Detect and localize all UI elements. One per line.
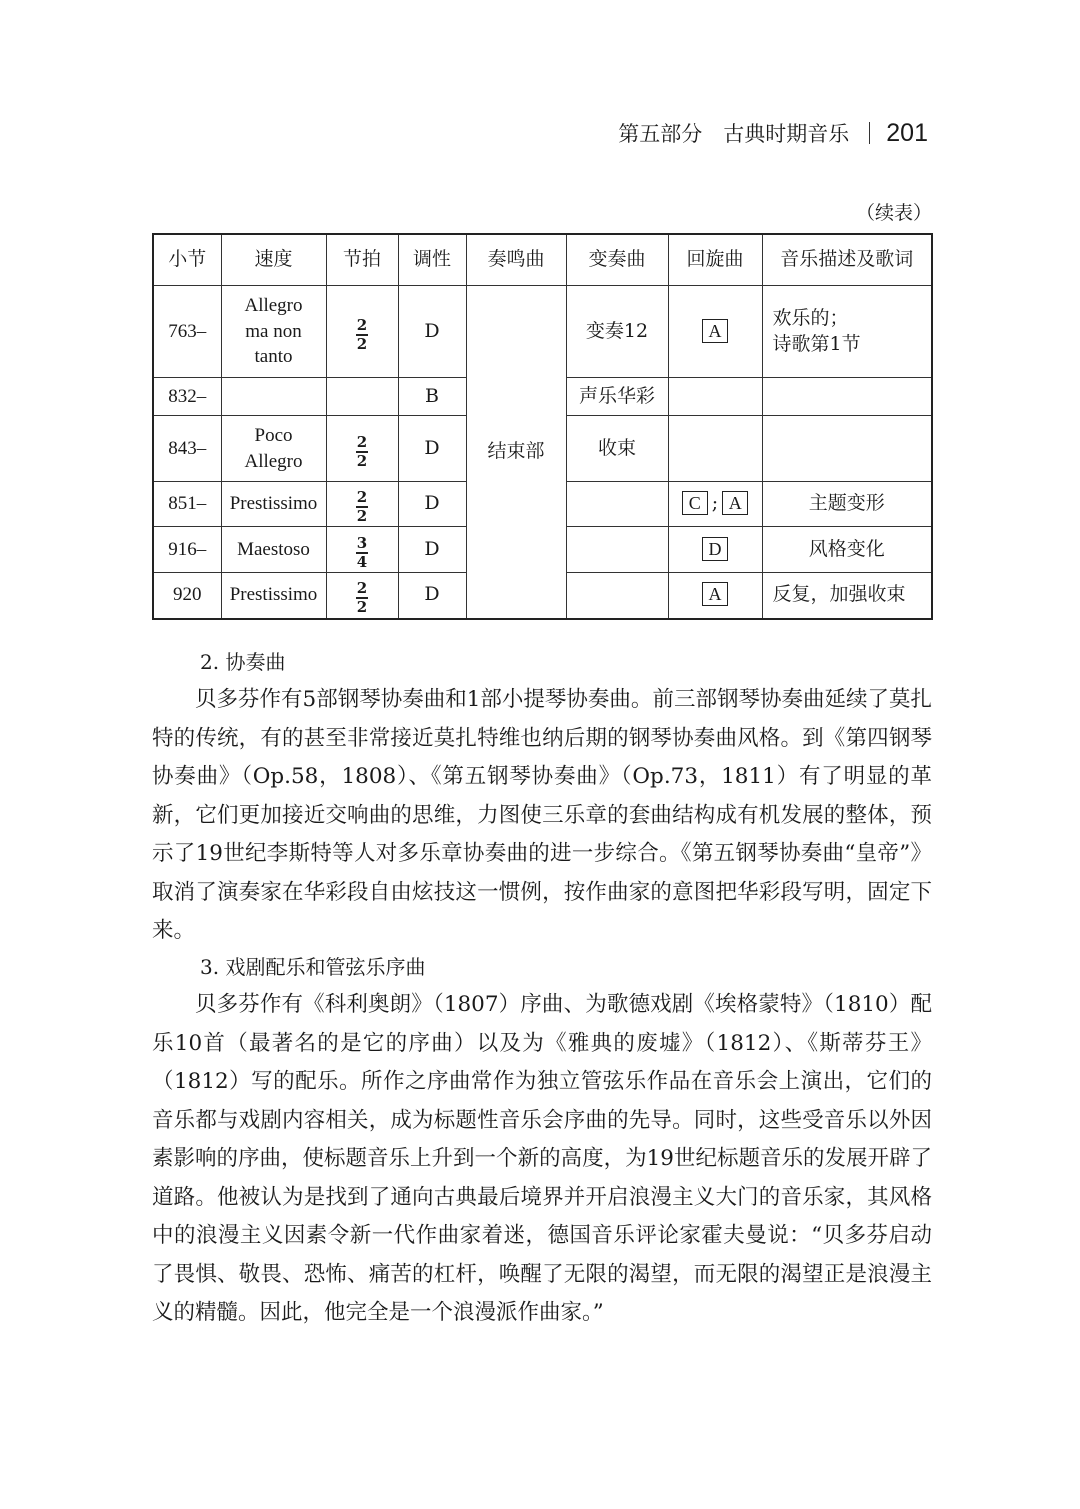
cell-bar: 916– — [153, 527, 221, 573]
cell-description: 反复，加强收束 — [762, 573, 932, 619]
col-header-rondo: 回旋曲 — [668, 234, 762, 286]
tempo-line: Poco — [254, 424, 293, 446]
time-signature — [356, 432, 368, 470]
cell-meter — [326, 416, 398, 482]
page-number: 201 — [886, 118, 928, 147]
cell-description: 风格变化 — [762, 527, 932, 573]
cell-meter — [326, 573, 398, 619]
cell-meter — [326, 378, 398, 416]
cell-tempo — [221, 286, 326, 378]
cell-rondo — [668, 573, 762, 619]
cell-rondo — [668, 416, 762, 482]
cell-description: 主题变形 — [762, 482, 932, 527]
cell-variation — [566, 482, 668, 527]
section-heading: 3. 戏剧配乐和管弦乐序曲 — [200, 955, 426, 979]
cell-key: D — [398, 482, 466, 527]
rondo-section-box: A — [702, 582, 728, 606]
cell-description — [762, 378, 932, 416]
rondo-section-box: C — [682, 491, 708, 515]
rondo-section-box: A — [722, 491, 748, 515]
tempo-line: tanto — [254, 346, 293, 368]
cell-tempo: Prestissimo — [221, 482, 326, 527]
rondo-section-box: D — [702, 537, 728, 561]
tempo-line: Allegro — [244, 450, 303, 472]
cell-variation: 声乐华彩 — [566, 378, 668, 416]
time-signature — [356, 315, 368, 353]
description-line: 欢乐的； — [772, 306, 849, 329]
meter-denominator: 4 — [356, 552, 368, 571]
music-structure-table — [152, 233, 933, 620]
cell-key: B — [398, 378, 466, 416]
cell-meter — [326, 286, 398, 378]
cell-rondo — [668, 527, 762, 573]
meter-denominator: 2 — [356, 507, 368, 525]
rondo-separator: ; — [711, 492, 719, 515]
body-paragraph: 贝多芬作有5部钢琴协奏曲和1部小提琴协奏曲。前三部钢琴协奏曲延续了莫扎特的传统，有的甚至非常接近莫扎特维也纳后期的钢琴协奏曲风格。到《第四钢琴协奏曲》（Op.58，1808）、《第五钢琴协奏曲》（Op.73，1811）有了明显的革新，它们更加接近交响曲的思维，力图使三乐章的套曲结构成有机发展的整体，预示了19世纪李斯特等人对多乐章协奏曲的进一步综合。《第五钢琴协奏曲“皇帝”》取消了演奏家在华彩段自由炫技这一惯例，按作曲家的意图把华彩段写明，固定下来。 — [152, 687, 932, 943]
col-header-description: 音乐描述及歌词 — [762, 234, 932, 286]
cell-meter — [326, 482, 398, 527]
cell-bar: 843– — [153, 416, 221, 482]
header-divider — [869, 122, 870, 144]
cell-variation: 收束 — [566, 416, 668, 482]
cell-bar: 832– — [153, 378, 221, 416]
meter-denominator: 2 — [356, 598, 368, 617]
part-title: 第五部分 古典时期音乐 — [618, 122, 850, 146]
col-header-bar: 小节 — [153, 234, 221, 286]
rondo-section-box: A — [702, 319, 728, 343]
cell-sonata-merged: 结束部 — [466, 286, 566, 619]
cell-key: D — [398, 286, 466, 378]
meter-denominator: 2 — [356, 334, 368, 353]
cell-rondo — [668, 378, 762, 416]
cell-bar: 851– — [153, 482, 221, 527]
tempo-line: Allegro — [244, 295, 303, 317]
col-header-sonata: 奏鸣曲 — [466, 234, 566, 286]
cell-key: D — [398, 416, 466, 482]
cell-description — [762, 286, 932, 378]
cell-key: D — [398, 527, 466, 573]
meter-numerator: 2 — [356, 488, 368, 506]
table-row — [153, 286, 932, 378]
col-header-variation: 变奏曲 — [566, 234, 668, 286]
cell-tempo — [221, 378, 326, 416]
col-header-meter: 节拍 — [326, 234, 398, 286]
meter-denominator: 2 — [356, 451, 368, 470]
tempo-line: ma non — [245, 320, 302, 342]
meter-numerator: 2 — [356, 315, 368, 334]
meter-numerator: 2 — [356, 579, 368, 598]
col-header-tempo: 速度 — [221, 234, 326, 286]
overture-section — [152, 948, 932, 1333]
col-header-key: 调性 — [398, 234, 466, 286]
meter-numerator: 2 — [356, 432, 368, 451]
cell-key: D — [398, 573, 466, 619]
cell-bar: 763– — [153, 286, 221, 378]
body-paragraph: 贝多芬作有《科利奥朗》（1807）序曲、为歌德戏剧《埃格蒙特》（1810）配乐10首（最著名的是它的序曲）以及为《雅典的废墟》（1812）、《斯蒂芬王》（1812）写的配乐。所作之序曲常作为独立管弦乐作品在音乐会上演出，它们的音乐都与戏剧内容相关，成为标题性音乐会序曲的先导。同时，这些受音乐以外因素影响的序曲，使标题音乐上升到一个新的高度，为19世纪标题音乐的发展开辟了道路。他被认为是找到了通向古典最后境界并开启浪漫主义大门的音乐家，其风格中的浪漫主义因素令新一代作曲家着迷，德国音乐评论家霍夫曼说：“贝多芬启动了畏惧、敬畏、恐怖、痛苦的杠杆，唤醒了无限的渴望，而无限的渴望正是浪漫主义的精髓。因此，他完全是一个浪漫派作曲家。” — [152, 992, 932, 1325]
time-signature — [356, 533, 368, 571]
concerto-section — [152, 643, 932, 951]
cell-tempo: Prestissimo — [221, 573, 326, 619]
cell-tempo — [221, 416, 326, 482]
continued-label: （续表） — [855, 202, 932, 224]
table-header-row — [153, 234, 932, 286]
cell-rondo — [668, 286, 762, 378]
cell-variation — [566, 527, 668, 573]
section-heading: 2. 协奏曲 — [200, 650, 286, 674]
cell-rondo — [668, 482, 762, 527]
cell-meter — [326, 527, 398, 573]
running-header — [618, 118, 928, 148]
description-line: 诗歌第1节 — [772, 332, 861, 355]
time-signature — [356, 581, 368, 615]
meter-numerator: 3 — [356, 533, 368, 552]
cell-bar: 920 — [153, 573, 221, 619]
time-signature — [356, 490, 368, 524]
cell-tempo: Maestoso — [221, 527, 326, 573]
cell-variation — [566, 573, 668, 619]
cell-description — [762, 416, 932, 482]
cell-variation: 变奏12 — [566, 286, 668, 378]
